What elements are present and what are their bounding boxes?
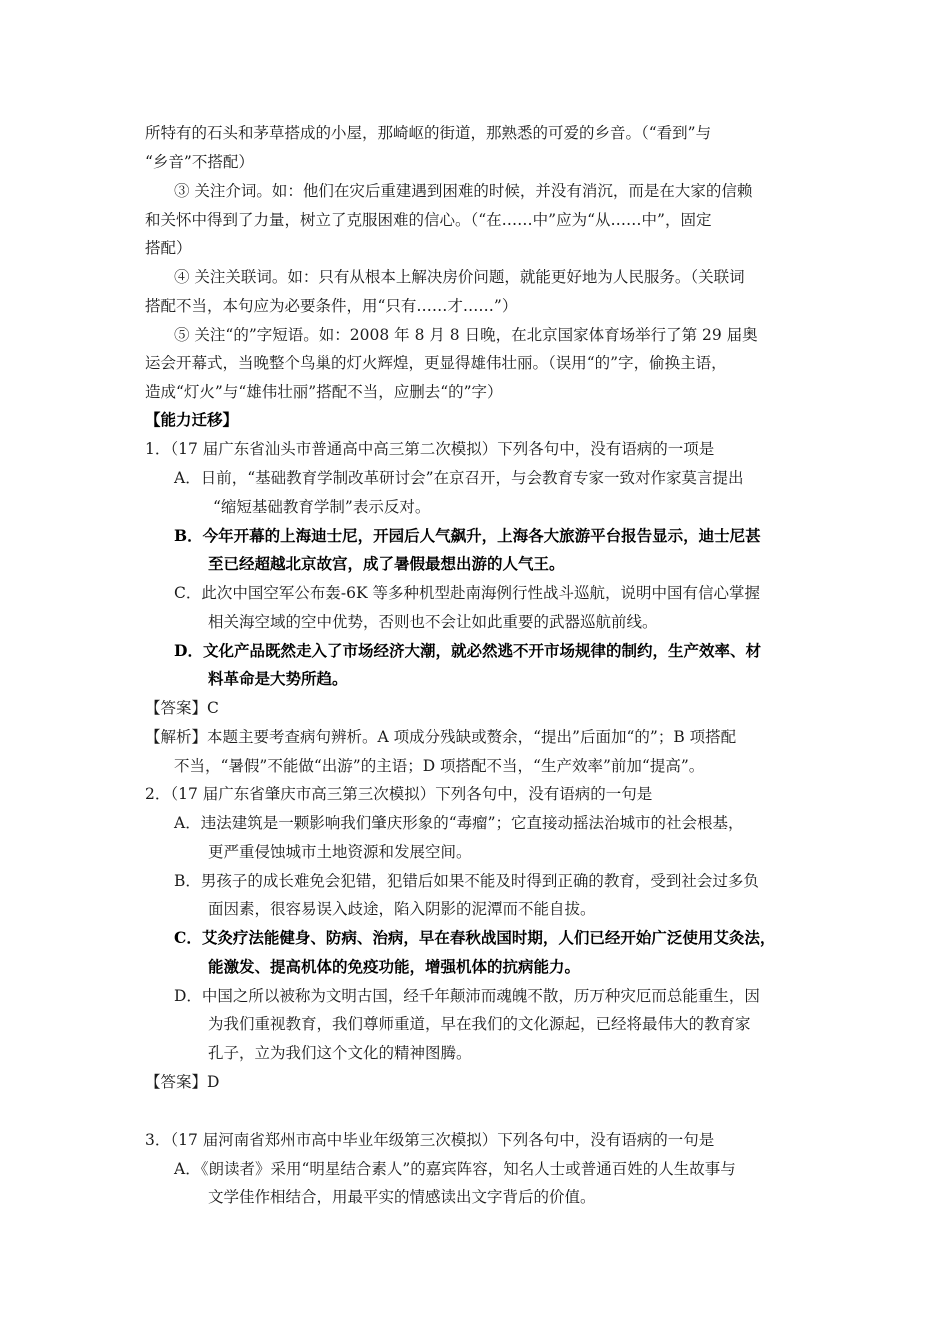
q2-option-c-cont: 能激发、提高机体的免疫功能，增强机体的抗病能力。: [208, 957, 581, 976]
q2-option-d: D．中国之所以被称为文明古国，经千年颠沛而魂魄不散，历万种灾厄而总能重生，因: [174, 987, 760, 1005]
intro-line: 搭配）: [145, 239, 192, 257]
q1-option-a-cont: “缩短基础教育学制”表示反对。: [213, 498, 431, 516]
q2-option-c: C．艾灸疗法能健身、防病、治病，早在春秋战国时期，人们已经开始广泛使用艾灸法，: [174, 928, 776, 947]
intro-line: 所特有的石头和茅草搭成的小屋，那崎岖的街道，那熟悉的可爱的乡音。（“看到”与: [145, 124, 712, 142]
q1-analysis-cont: 不当，“暑假”不能做“出游”的主语；D 项搭配不当，“生产效率”前加“提高”。: [174, 757, 705, 775]
q1-option-c-cont: 相关海空域的空中优势，否则也不会让如此重要的武器巡航前线。: [208, 613, 658, 631]
q2-option-d-cont: 为我们重视教育，我们尊师重道，早在我们的文化源起，已经将最伟大的教育家: [208, 1015, 751, 1033]
q1-option-b-cont: 至已经超越北京故宫，成了暑假最想出游的人气王。: [208, 554, 565, 573]
q1-option-b: B．今年开幕的上海迪士尼，开园后人气飙升，上海各大旅游平台报告显示，迪士尼甚: [174, 526, 761, 545]
question-3-stem: 3．（17 届河南省郑州市高中毕业年级第三次模拟）下列各句中，没有语病的一句是: [145, 1131, 715, 1149]
q2-option-a-cont: 更严重侵蚀城市土地资源和发展空间。: [208, 843, 472, 861]
intro-line: 运会开幕式，当晚整个鸟巢的灯火辉煌，更显得雄伟壮丽。（误用“的”字，偷换主语，: [145, 354, 727, 372]
intro-point-3: ③ 关注介词。如：他们在灾后重建遇到困难的时候，并没有消沉，而是在大家的信赖: [174, 182, 753, 200]
intro-line: 搭配不当，本句应为必要条件，用“只有……才……”）: [145, 297, 518, 315]
question-1-stem: 1．（17 届广东省汕头市普通高中高三第二次模拟）下列各句中，没有语病的一项是: [145, 440, 715, 458]
question-2-stem: 2．（17 届广东省肇庆市高三第三次模拟）下列各句中，没有语病的一句是: [145, 785, 653, 803]
intro-line: 和关怀中得到了力量，树立了克服困难的信心。（“在……中”应为“从……中”，固定: [145, 211, 712, 229]
intro-line: 造成“灯火”与“雄伟壮丽”搭配不当，应删去“的”字）: [145, 383, 503, 401]
q2-option-d-cont: 孔子，立为我们这个文化的精神图腾。: [208, 1044, 472, 1062]
intro-point-5: ⑤ 关注“的”字短语。如：2008 年 8 月 8 日晚，在北京国家体育场举行了第 29 届奥: [174, 326, 758, 344]
q1-option-c: C．此次中国空军公布轰-6K 等多种机型赴南海例行性战斗巡航，说明中国有信心掌握: [174, 584, 760, 602]
q2-option-b-cont: 面因素，很容易误入歧途，陷入阴影的泥潭而不能自拔。: [208, 900, 596, 918]
section-title: 【能力迁移】: [145, 410, 239, 429]
q1-answer: 【答案】C: [145, 699, 219, 717]
q2-answer: 【答案】D: [145, 1073, 220, 1091]
q2-option-a: A．违法建筑是一颗影响我们肇庆形象的“毒瘤”；它直接动摇法治城市的社会根基，: [174, 814, 744, 832]
q3-option-a-cont: 文学佳作相结合，用最平实的情感读出文字背后的价值。: [208, 1188, 596, 1206]
intro-line: “乡音”不搭配）: [145, 153, 254, 171]
q3-option-a: A．《朗读者》采用“明星结合素人”的嘉宾阵容，知名人士或普通百姓的人生故事与: [174, 1160, 736, 1178]
intro-point-4: ④ 关注关联词。如：只有从根本上解决房价问题，就能更好地为人民服务。（关联词: [174, 268, 745, 286]
q1-option-d-cont: 料革命是大势所趋。: [208, 669, 348, 688]
q1-analysis: 【解析】本题主要考查病句辨析。A 项成分残缺或赘余，“提出”后面加“的”；B 项搭配: [145, 728, 737, 746]
q1-option-d: D．文化产品既然走入了市场经济大潮，就必然逃不开市场规律的制约，生产效率、材: [174, 641, 761, 660]
q2-option-b: B．男孩子的成长难免会犯错，犯错后如果不能及时得到正确的教育，受到社会过多负: [174, 872, 759, 890]
q1-option-a: A．日前，“基础教育学制改革研讨会”在京召开，与会教育专家一致对作家莫言提出: [174, 469, 744, 487]
